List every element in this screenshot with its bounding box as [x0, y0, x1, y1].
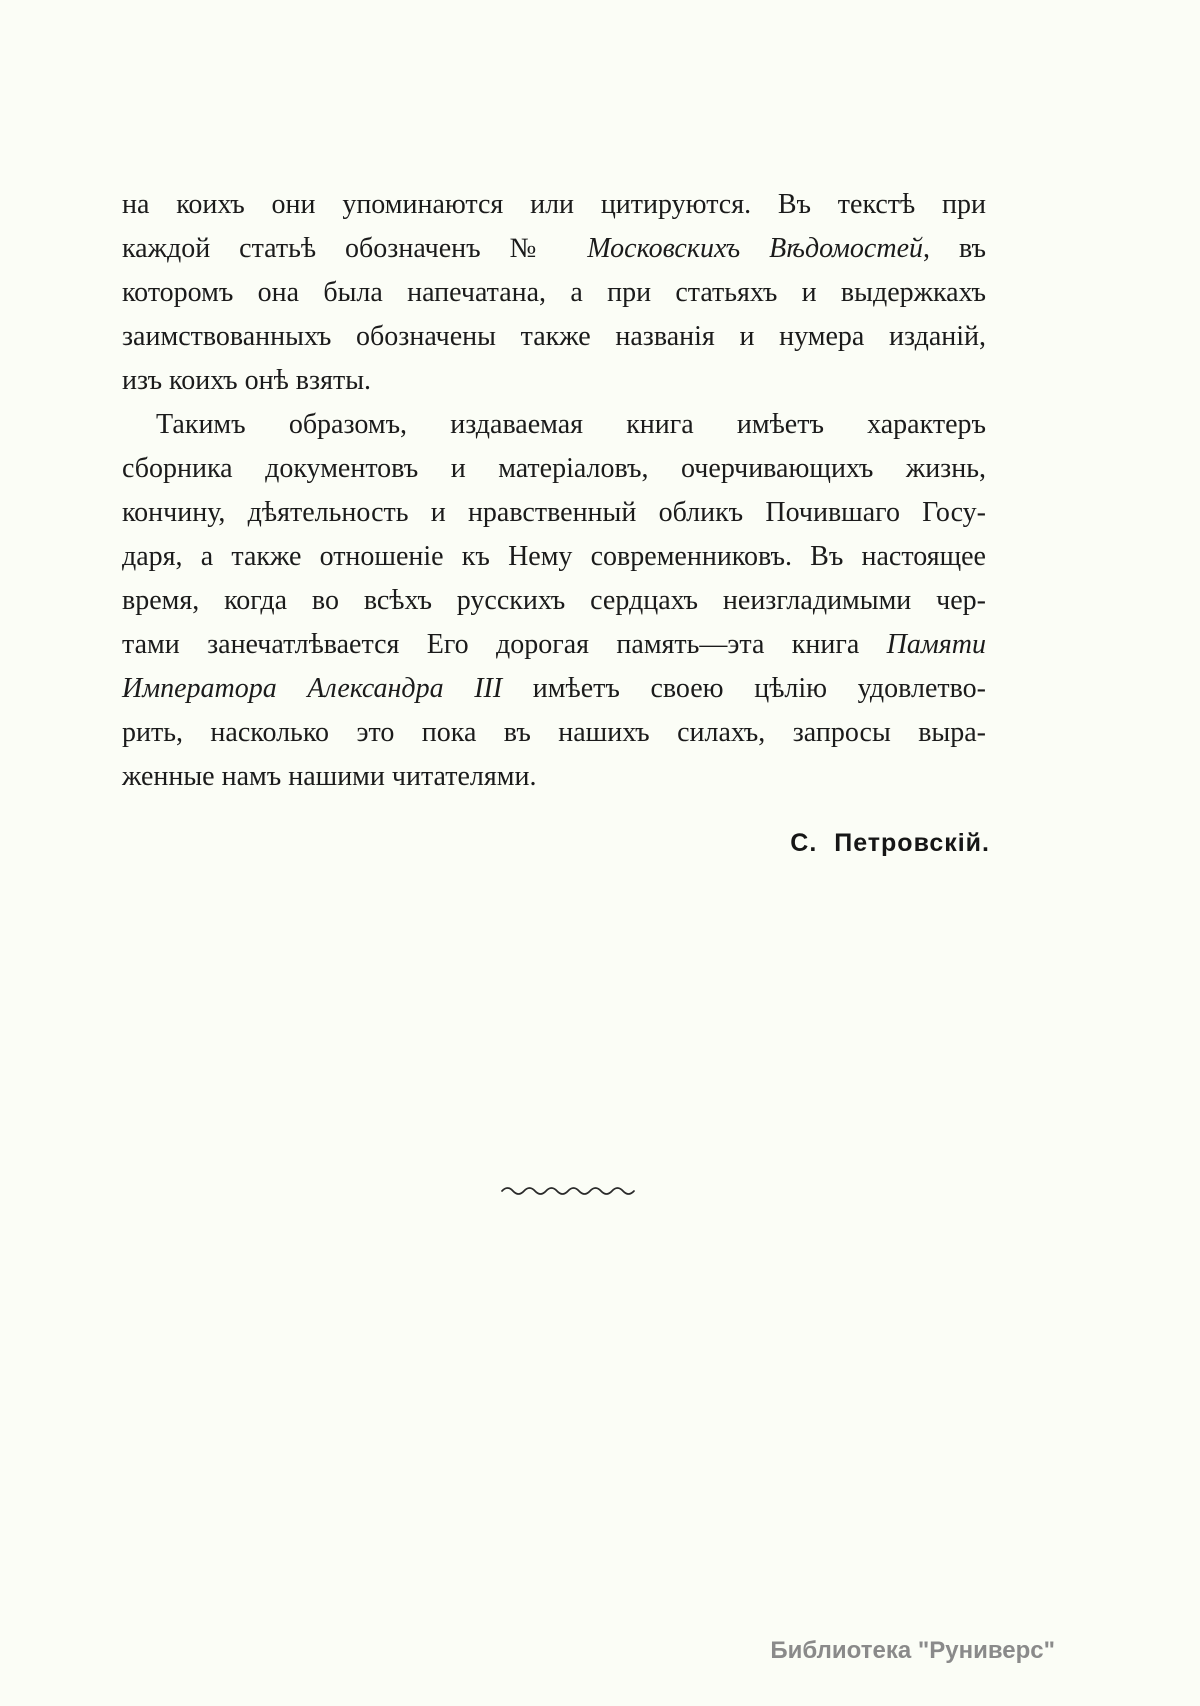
- text-segment: сборника документовъ и матеріаловъ, очерчивающихъ жизнь,: [122, 453, 986, 484]
- text-segment: Такимъ образомъ, издаваемая книга имѣетъ характеръ: [156, 409, 986, 440]
- text-segment: кончину, дѣятельность и нравственный обликъ Почившаго Госу-: [122, 497, 986, 528]
- library-watermark: Библиотека "Руниверс": [770, 1637, 1055, 1664]
- text-line: [122, 447, 986, 491]
- italic-text-segment: Памяти: [886, 629, 986, 660]
- text-segment: заимствованныхъ обозначены также названія и нумера изданій,: [122, 321, 986, 352]
- text-segment: рить, насколько это пока въ нашихъ силахъ, запросы выра-: [122, 717, 986, 748]
- text-segment: тами занечатлѣвается Его дорогая память—эта книга: [122, 629, 887, 660]
- text-line: [122, 667, 986, 711]
- text-line: [122, 535, 986, 579]
- text-segment: имѣетъ своею цѣлію удовлетво-: [502, 673, 987, 704]
- text-segment: , въ: [923, 233, 986, 264]
- text-segment: даря, а также отношеніе къ Нему современниковъ. Въ настоящее: [122, 541, 986, 572]
- text-line: [122, 183, 986, 227]
- text-segment: которомъ она была напечатана, а при статьяхъ и выдержкахъ: [122, 277, 986, 308]
- squiggle-icon: [500, 1183, 636, 1197]
- text-line: [122, 403, 986, 447]
- italic-text-segment: Императора Александра III: [122, 673, 503, 704]
- text-line: [122, 579, 986, 623]
- text-line: [122, 315, 986, 359]
- author-signature: С. Петровскій.: [790, 829, 990, 857]
- text-line: [122, 491, 986, 535]
- text-segment: на коихъ они упоминаются или цитируются. Въ текстѣ при: [122, 189, 986, 220]
- preface-text-block: [122, 183, 986, 799]
- text-line: [122, 227, 986, 271]
- text-segment: изъ коихъ онѣ взяты.: [122, 365, 372, 396]
- text-line: [122, 755, 986, 799]
- text-segment: женные намъ нашими читателями.: [122, 761, 537, 792]
- text-line: [122, 271, 986, 315]
- text-line: [122, 359, 986, 403]
- italic-text-segment: Московскихъ Вѣдомостей: [587, 233, 924, 264]
- wavy-divider: [500, 1183, 636, 1197]
- text-segment: время, когда во всѣхъ русскихъ сердцахъ неизгладимыми чер-: [122, 585, 986, 616]
- text-segment: каждой статьѣ обозначенъ №: [122, 233, 588, 264]
- text-line: [122, 711, 986, 755]
- text-line: [122, 623, 986, 667]
